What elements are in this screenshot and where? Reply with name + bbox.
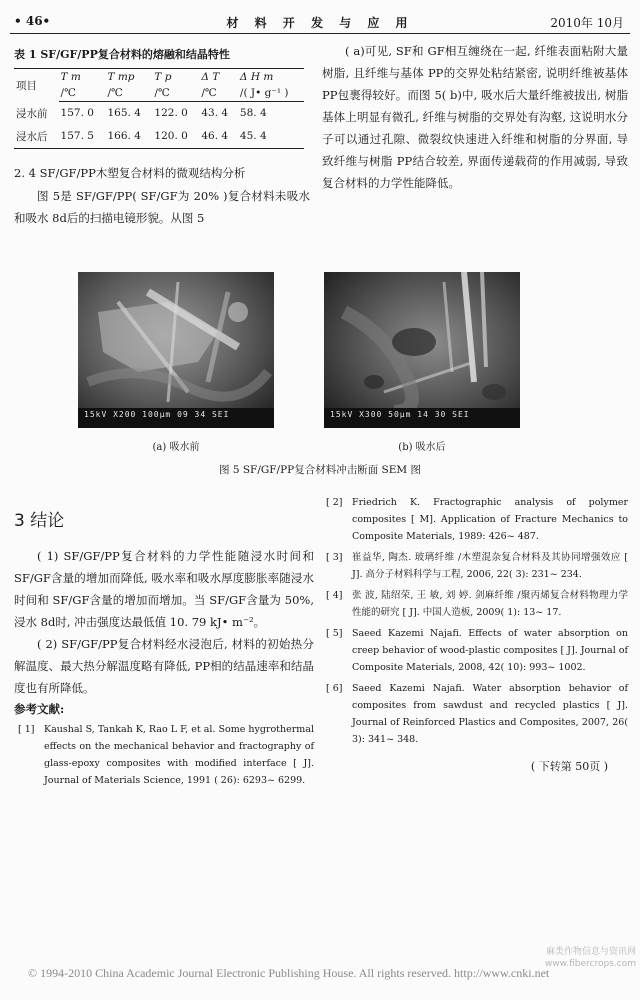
sem-scale-bar-b: 15kV X300 50μm 14 30 SEI bbox=[330, 410, 470, 419]
unit-cell: /℃ bbox=[105, 85, 152, 102]
figure-5-title: 图 5 SF/GF/PP复合材料冲击断面 SEM 图 bbox=[219, 464, 421, 476]
table-header-row bbox=[14, 69, 304, 86]
header-cell: T m bbox=[59, 69, 106, 86]
right-column-bottom bbox=[322, 494, 628, 774]
sem-scale-bar-a: 15kV X200 100μm 09 34 SEI bbox=[84, 410, 230, 419]
header-cell: T mp bbox=[105, 69, 152, 86]
reference-item bbox=[322, 494, 628, 545]
sem-micrograph-a bbox=[78, 272, 274, 428]
reference-number: [ 6] bbox=[326, 683, 343, 694]
table-cell: 122. 0 bbox=[154, 107, 188, 120]
table-cell: 46. 4 bbox=[199, 125, 238, 149]
header-cell: Δ H m bbox=[238, 69, 304, 86]
reference-item bbox=[14, 721, 314, 789]
reference-item bbox=[322, 625, 628, 676]
conclusion-paragraph-2: ( 2) SF/GF/PP复合材料经水浸泡后, 材料的初始热分解温度、最大热分解温度略有降低, PP相的结晶速率和结晶度也有所降低。 bbox=[14, 637, 314, 695]
continued-note: ( 下转第 50页 ) bbox=[530, 760, 608, 773]
section-2-4-paragraph: 图 5是 SF/GF/PP( SF/GF为 20% )复合材料未吸水和吸水 8d后的扫描电镜形貌。从图 5 bbox=[14, 188, 310, 225]
sem-image-before bbox=[78, 272, 274, 428]
reference-item bbox=[322, 549, 628, 583]
reference-text: 崔益华, 陶杰. 玻璃纤维 /木塑混杂复合材料及其协同增强效应 [ J]. 高分子材料科学与工程, 2006, 22( 3): 231~ 234. bbox=[352, 552, 628, 580]
unit-cell: /℃ bbox=[59, 85, 106, 102]
figure-caption-a: (a) 吸水前 bbox=[152, 442, 200, 453]
header-rule bbox=[10, 33, 630, 34]
header-cell: 项目 bbox=[14, 69, 59, 102]
page-number: • 46• bbox=[14, 14, 51, 28]
header-cell: T p bbox=[152, 69, 199, 86]
table-cell: 58. 4 bbox=[239, 107, 267, 120]
conclusion-heading: 3 结论 bbox=[14, 511, 65, 531]
sem-micrograph-b bbox=[324, 272, 520, 428]
section-2-4-title: 2. 4 SF/GF/PP木塑复合材料的微观结构分析 bbox=[14, 165, 246, 180]
table-cell: 45. 4 bbox=[238, 125, 304, 149]
reference-text: Kaushal S, Tankah K, Rao L F, et al. Some hygrothermal effects on the mechanical behavior and fractography of glass-epoxy composites with modified interface [ J]. Journal of Materials Science, 1991 ( 26): 6293~ 6299. bbox=[44, 724, 314, 786]
melting-crystallization-table bbox=[14, 68, 304, 149]
table-cell: 43. 4 bbox=[201, 107, 229, 120]
site-watermark bbox=[545, 946, 636, 970]
reference-text: Saeed Kazemi Najafi. Effects of water absorption on creep behavior of wood-plastic composites [ J]. Journal of Composite Materials, 2008, 42( 10): 993~ 1002. bbox=[352, 628, 628, 673]
watermark-line-2: www.fibercrops.com bbox=[545, 959, 636, 969]
table-cell: 157. 0 bbox=[60, 107, 94, 120]
table-cell: 120. 0 bbox=[152, 125, 199, 149]
reference-text: Friedrich K. Fractographic analysis of polymer composites [ M]. Application of Fracture Mechanics to Composite Materials, 1989: 426~ 487. bbox=[352, 497, 628, 542]
sem-image-after bbox=[324, 272, 520, 428]
unit-cell: /( J• g⁻¹ ) bbox=[238, 85, 304, 102]
reference-number: [ 4] bbox=[326, 590, 343, 601]
page-footer bbox=[0, 947, 640, 986]
issue-date: 2010年 10月 bbox=[550, 16, 624, 30]
table-cell: 浸水前 bbox=[16, 107, 48, 120]
table-title: 表 1 SF/GF/PP复合材料的熔融和结晶特性 bbox=[14, 48, 230, 61]
reference-item bbox=[322, 680, 628, 748]
table-cell: 浸水后 bbox=[14, 125, 59, 149]
table-cell: 166. 4 bbox=[105, 125, 152, 149]
header-cell: Δ T bbox=[199, 69, 238, 86]
table-row bbox=[14, 125, 304, 149]
unit-cell: /℃ bbox=[199, 85, 238, 102]
watermark-line-1: 麻类作物信息与资讯网 bbox=[545, 947, 636, 957]
reference-item bbox=[322, 587, 628, 621]
table-cell: 157. 5 bbox=[59, 125, 106, 149]
unit-cell: /℃ bbox=[152, 85, 199, 102]
reference-text: Saeed Kazemi Najafi. Water absorption behavior of composites from sawdust and recycled plastics [ J]. Journal of Reinforced Plastics and Composites, 2007, 26( 3): 341~ 348. bbox=[352, 683, 628, 745]
reference-text: 张 波, 陆绍荣, 王 敏, 刘 婷. 剑麻纤维 /聚丙烯复合材料物理力学性能的研究 [ J]. 中国人造板, 2009( 1): 13~ 17. bbox=[352, 590, 628, 618]
reference-number: [ 5] bbox=[326, 628, 343, 639]
running-header bbox=[0, 8, 640, 34]
table-cell: 165. 4 bbox=[107, 107, 141, 120]
references-heading: 参考文献: bbox=[14, 702, 65, 716]
figure-5 bbox=[0, 272, 640, 476]
sem-discussion-paragraph: ( a)可见, SF和 GF相互缠绕在一起, 纤维表面粘附大量树脂, 且纤维与基体 PP的交界处粘结紧密, 说明纤维被基体 PP包裹得较好。而图 5( b)中, 吸水后大量纤维被拔出, 树脂基体上明显有微孔, 纤维与树脂的交界处有沟壑, 这说明水分子可以通过孔隙、微裂纹快速进入纤维和树脂的分界面, 导致纤维与树脂 PP结合较差, 界面传递载荷的作用减弱, 导致复合材料的力学性能降低。 bbox=[322, 44, 628, 190]
journal-name: 材 料 开 发 与 应 用 bbox=[226, 16, 414, 30]
reference-number: [ 2] bbox=[326, 497, 343, 508]
left-column-bottom bbox=[14, 494, 314, 793]
reference-number: [ 1] bbox=[18, 724, 35, 735]
table-row bbox=[14, 102, 304, 125]
reference-number: [ 3] bbox=[326, 552, 343, 563]
conclusion-paragraph-1: ( 1) SF/GF/PP复合材料的力学性能随浸水时间和 SF/GF含量的增加而降低, 吸水率和吸水厚度膨胀率随浸水时间和 SF/GF含量的增加而增加。当 SF/GF含量为 50%, 浸水 8d时, 冲击强度达最低值 10. 79 kJ• m⁻²。 bbox=[14, 549, 314, 629]
right-column-top bbox=[322, 40, 628, 194]
left-column-top bbox=[14, 40, 310, 229]
copyright-notice: © 1994-2010 China Academic Journal Electronic Publishing House. All rights reserved. http://www.cnki.net bbox=[28, 966, 550, 980]
figure-caption-b: (b) 吸水后 bbox=[398, 442, 446, 453]
